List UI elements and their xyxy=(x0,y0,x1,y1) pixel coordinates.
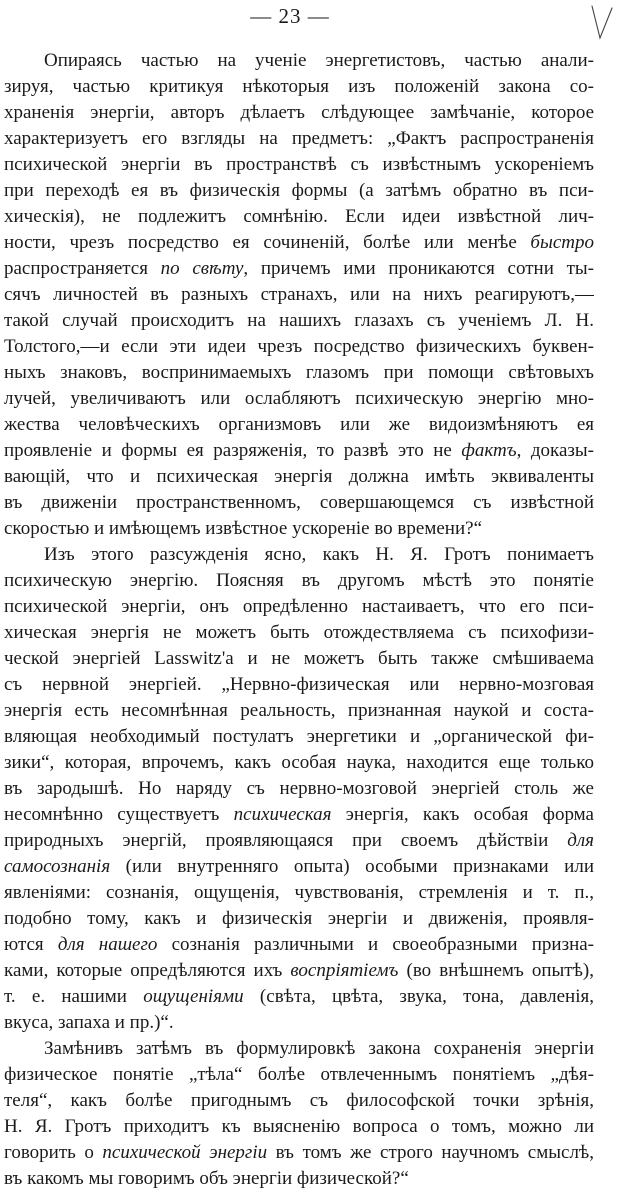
italic-text: для xyxy=(567,830,594,851)
text-line xyxy=(4,308,594,334)
text-run: вающій, что и психическая энергія должна имѣть эквиваленты xyxy=(4,466,594,487)
text-line xyxy=(4,698,594,724)
text-line xyxy=(4,178,594,204)
text-line xyxy=(4,828,594,854)
italic-text: ощущеніями xyxy=(143,986,244,1007)
italic-text: воспріятіемъ xyxy=(290,960,399,981)
paragraph xyxy=(4,48,594,542)
text-line xyxy=(4,906,594,932)
text-line xyxy=(4,672,594,698)
text-run: зируя, частью критикуя нѣкоторыя изъ положеній закона со- xyxy=(4,76,594,97)
text-line xyxy=(4,1140,594,1166)
italic-text: самосознанія xyxy=(4,856,111,877)
text-run: хическая энергія не можетъ быть отождествляема съ психофизи- xyxy=(4,622,594,643)
text-run: зики“, которая, впрочемъ, какъ особая наука, находится еще только xyxy=(4,752,594,773)
text-run: (во внѣшнемъ опытѣ), xyxy=(398,960,594,981)
text-run: ности, чрезъ посредство ея сочиненій, болѣе или менѣе xyxy=(4,232,531,253)
text-line xyxy=(4,932,594,958)
text-run: энергія есть несомнѣнная реальность, признанная наукой и соста- xyxy=(4,700,594,721)
text-run: Опираясь частью на ученіе энергетистовъ, частью анали- xyxy=(44,50,594,71)
text-line xyxy=(4,74,594,100)
text-line xyxy=(4,230,594,256)
text-line xyxy=(4,126,594,152)
text-run: вкуса, запаха и пр.)“. xyxy=(4,1012,174,1033)
text-run: при переходѣ ея въ физическія формы (а затѣмъ обратно въ пси- xyxy=(4,180,594,201)
text-run: Замѣнивъ затѣмъ въ формулировкѣ закона сохраненія энергіи xyxy=(44,1038,594,1059)
text-run: (или внутренняго опыта) особыми признаками или xyxy=(110,856,594,877)
text-run: явленіями: сознанія, ощущенія, чувствованія, стремленія и т. п., xyxy=(4,882,594,903)
text-line xyxy=(4,802,594,828)
text-line xyxy=(4,1166,594,1192)
text-run: Н. Я. Гротъ приходитъ къ выясненію вопроса о томъ, можно ли xyxy=(4,1116,594,1137)
text-run: , причемъ ими проникаются сотни ты- xyxy=(243,258,594,279)
text-run: лучей, увеличиваютъ или ослабляютъ психическую энергію мно- xyxy=(4,388,594,409)
text-run: сячъ личностей въ разныхъ странахъ, или на нихъ реагируютъ,— xyxy=(4,284,594,305)
text-run: ками, которые опредѣляются ихъ xyxy=(4,960,291,981)
text-line xyxy=(4,204,594,230)
text-line xyxy=(4,516,594,542)
text-line xyxy=(4,958,594,984)
text-run: жества человѣческихъ организмовъ или же видоизмѣняютъ ея xyxy=(4,414,594,435)
text-line xyxy=(4,412,594,438)
italic-text: для нашего xyxy=(57,934,158,955)
text-line xyxy=(4,464,594,490)
text-line xyxy=(4,1088,594,1114)
text-run: храненія энергіи, авторъ дѣлаетъ слѣдующее замѣчаніе, которое xyxy=(4,102,594,123)
text-run: т. е. нашими xyxy=(4,986,144,1007)
text-run: психическую энергію. Поясняя въ другомъ мѣстѣ это понятіе xyxy=(4,570,594,591)
text-run: , доказы- xyxy=(516,440,594,461)
text-run: скоростью и имѣющемъ извѣстное ускореніе во времени?“ xyxy=(4,518,482,539)
text-line xyxy=(4,1010,594,1036)
text-line xyxy=(4,984,594,1010)
text-run: Толстого,—и если эти идеи чрезъ посредство физическихъ буквен- xyxy=(4,336,594,357)
italic-text: по свѣту xyxy=(160,258,244,279)
text-run: говорить о xyxy=(4,1142,103,1163)
text-line xyxy=(4,1036,594,1062)
paragraph xyxy=(4,542,594,1036)
text-line xyxy=(4,282,594,308)
text-run: энергія, какъ особая форма xyxy=(331,804,594,825)
text-line xyxy=(4,1062,594,1088)
text-line xyxy=(4,256,594,282)
text-run: характеризуетъ его взгляды на предметъ: „Фактъ распространенія xyxy=(4,128,594,149)
text-line xyxy=(4,360,594,386)
text-line xyxy=(4,620,594,646)
text-run: ныхъ знаковъ, воспринимаемыхъ глазомъ при помощи свѣтовыхъ xyxy=(4,362,594,383)
text-line xyxy=(4,854,594,880)
text-line xyxy=(4,490,594,516)
text-run: ются xyxy=(4,934,58,955)
body-text xyxy=(4,48,594,1192)
text-line xyxy=(4,386,594,412)
text-run: природныхъ энергій, проявляющаяся при своемъ дѣйствіи xyxy=(4,830,568,851)
text-line xyxy=(4,750,594,776)
text-run: несомнѣнно существуетъ xyxy=(4,804,234,825)
text-run: Изъ этого разсужденія ясно, какъ Н. Я. Гротъ понимаетъ xyxy=(44,544,594,565)
text-line xyxy=(4,646,594,672)
text-line xyxy=(4,1114,594,1140)
text-run: подобно тому, какъ и физическія энергіи и движенія, проявля- xyxy=(4,908,594,929)
paragraph xyxy=(4,1036,594,1192)
text-line xyxy=(4,880,594,906)
pencil-check-mark xyxy=(590,4,614,42)
text-line xyxy=(4,724,594,750)
text-run: ческой энергіей Lasswitz'а и не можетъ быть также смѣшиваема xyxy=(4,648,594,669)
text-line xyxy=(4,568,594,594)
text-line xyxy=(4,152,594,178)
text-run: проявленіе и формы ея разряженія, то развѣ это не xyxy=(4,440,462,461)
italic-text: психическая xyxy=(233,804,332,825)
text-run: сознанія различными и своеобразными призна- xyxy=(157,934,594,955)
italic-text: фактъ xyxy=(461,440,517,461)
text-run: въ томъ же строго научномъ смыслѣ, xyxy=(267,1142,594,1163)
text-line xyxy=(4,776,594,802)
text-line xyxy=(4,334,594,360)
text-run: психической энергіи въ пространствѣ съ извѣстнымъ ускореніемъ xyxy=(4,154,594,175)
text-line xyxy=(4,542,594,568)
text-run: вляющая необходимый постулатъ энергетики и „органической фи- xyxy=(4,726,594,747)
text-run: хическія), не подлежитъ сомнѣнію. Если идеи извѣстной лич- xyxy=(4,206,594,227)
text-run: распространяется xyxy=(4,258,161,279)
text-run: физическое понятіе „тѣла“ болѣе отвлеченнымъ понятіемъ „дѣя- xyxy=(4,1064,594,1085)
italic-text: психической энергіи xyxy=(102,1142,268,1163)
text-run: съ нервной энергіей. „Нервно-физическая или нервно-мозговая xyxy=(4,674,594,695)
text-line xyxy=(4,594,594,620)
text-run: въ движеніи пространственномъ, совершающемся съ извѣстной xyxy=(4,492,594,513)
text-line xyxy=(4,438,594,464)
text-run: такой случай происходитъ на нашихъ глазахъ съ ученіемъ Л. Н. xyxy=(4,310,594,331)
text-run: теля“, какъ болѣе пригоднымъ съ философской точки зрѣнія, xyxy=(4,1090,594,1111)
italic-text: быстро xyxy=(530,232,594,253)
text-run: въ какомъ мы говоримъ объ энергіи физической?“ xyxy=(4,1168,409,1189)
text-line xyxy=(4,48,594,74)
text-run: (свѣта, цвѣта, звука, тона, давленія, xyxy=(243,986,594,1007)
text-line xyxy=(4,100,594,126)
text-run: въ зародышѣ. Но наряду съ нервно-мозговой энергіей столь же xyxy=(4,778,594,799)
text-run: психической энергіи, онъ опредѣленно настаиваетъ, что его пси- xyxy=(4,596,594,617)
page-number: — 23 — xyxy=(250,4,330,28)
